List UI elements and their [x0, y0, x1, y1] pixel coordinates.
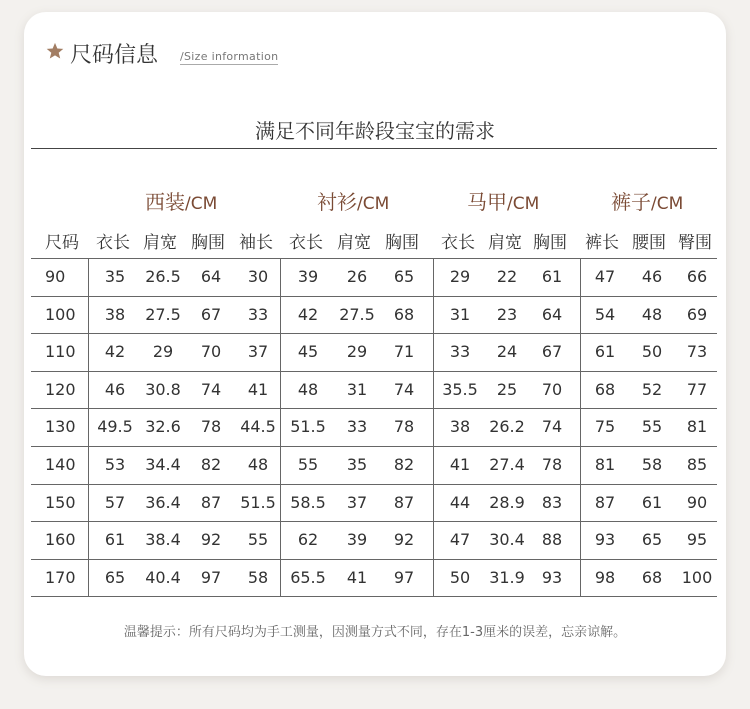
- measurement-cell: 74: [200, 380, 222, 399]
- measurement-cell: 92: [200, 530, 222, 549]
- measurement-cell: 70: [200, 342, 222, 361]
- measurement-cell: 65: [641, 530, 663, 549]
- group-unit: /CM: [185, 194, 218, 214]
- table-row: [31, 484, 717, 521]
- column-header: 裤长: [585, 233, 619, 253]
- measurement-cell: 42: [104, 342, 126, 361]
- group-header-vest: [467, 186, 539, 215]
- measurement-cell: 37: [247, 342, 269, 361]
- measurement-cell: 42: [297, 305, 319, 324]
- column-header: 腰围: [632, 233, 666, 253]
- measurement-cell: 55: [641, 417, 663, 436]
- measurement-cell: 74: [541, 417, 563, 436]
- measurement-cell: 81: [594, 455, 616, 474]
- group-header-pants: [611, 186, 683, 215]
- measurement-cell: 31.9: [489, 568, 525, 587]
- measurement-cell: 26.5: [145, 267, 181, 286]
- measurement-cell: 68: [594, 380, 616, 399]
- measurement-cell: 31: [449, 305, 471, 324]
- table-row: [31, 296, 717, 333]
- measurement-cell: 67: [541, 342, 563, 361]
- measurement-cell: 66: [686, 267, 708, 286]
- measurement-cell: 28.9: [489, 493, 525, 512]
- measurement-cell: 32.6: [145, 417, 181, 436]
- group-unit: /CM: [507, 194, 540, 214]
- measurement-cell: 90: [686, 493, 708, 512]
- group-name: 裤子: [611, 190, 651, 214]
- group-header-suit: [145, 186, 217, 215]
- measurement-cell: 41: [247, 380, 269, 399]
- measurement-cell: 33: [247, 305, 269, 324]
- size-cell: 150: [45, 493, 76, 512]
- measurement-cell: 41: [449, 455, 471, 474]
- measurement-cell: 65: [393, 267, 415, 286]
- measurement-cell: 30: [247, 267, 269, 286]
- measurement-cell: 100: [681, 568, 713, 587]
- measurement-cell: 73: [686, 342, 708, 361]
- group-name: 西装: [145, 190, 185, 214]
- measurement-cell: 35: [104, 267, 126, 286]
- measurement-cell: 83: [541, 493, 563, 512]
- table-row: [31, 408, 717, 445]
- column-header: 袖长: [239, 233, 273, 253]
- measurement-cell: 93: [541, 568, 563, 587]
- column-header: 肩宽: [143, 233, 177, 253]
- measurement-cell: 61: [104, 530, 126, 549]
- table-row: [31, 333, 717, 370]
- measurement-cell: 74: [393, 380, 415, 399]
- measurement-cell: 25: [496, 380, 518, 399]
- measurement-cell: 47: [449, 530, 471, 549]
- measurement-cell: 33: [449, 342, 471, 361]
- measurement-cell: 38.4: [145, 530, 181, 549]
- measurement-cell: 75: [594, 417, 616, 436]
- measurement-cell: 22: [496, 267, 518, 286]
- measurement-cell: 46: [104, 380, 126, 399]
- measurement-cell: 36.4: [145, 493, 181, 512]
- measurement-cell: 61: [594, 342, 616, 361]
- measurement-cell: 81: [686, 417, 708, 436]
- group-unit: /CM: [651, 194, 684, 214]
- measurement-cell: 85: [686, 455, 708, 474]
- measurement-cell: 87: [594, 493, 616, 512]
- measurement-cell: 93: [594, 530, 616, 549]
- column-header: 臀围: [678, 233, 712, 253]
- measurement-cell: 49.5: [97, 417, 133, 436]
- measurement-cell: 27.4: [489, 455, 525, 474]
- column-header: 衣长: [441, 233, 475, 253]
- measurement-cell: 50: [641, 342, 663, 361]
- measurement-cell: 41: [346, 568, 368, 587]
- column-header: 胸围: [533, 233, 567, 253]
- measurement-cell: 30.4: [489, 530, 525, 549]
- measurement-cell: 40.4: [145, 568, 181, 587]
- measurement-cell: 98: [594, 568, 616, 587]
- measurement-cell: 29: [346, 342, 368, 361]
- measurement-cell: 35: [346, 455, 368, 474]
- measurement-cell: 26: [346, 267, 368, 286]
- measurement-cell: 58.5: [290, 493, 326, 512]
- table-row: [31, 521, 717, 558]
- measurement-cell: 30.8: [145, 380, 181, 399]
- measurement-cell: 51.5: [290, 417, 326, 436]
- size-cell: 90: [45, 267, 66, 286]
- measurement-cell: 34.4: [145, 455, 181, 474]
- measurement-cell: 77: [686, 380, 708, 399]
- measurement-cell: 70: [541, 380, 563, 399]
- measurement-cell: 39: [346, 530, 368, 549]
- measurement-cell: 53: [104, 455, 126, 474]
- measurement-cell: 35.5: [442, 380, 478, 399]
- measurement-cell: 64: [541, 305, 563, 324]
- column-header: 衣长: [289, 233, 323, 253]
- measurement-cell: 78: [541, 455, 563, 474]
- size-cell: 170: [45, 568, 76, 587]
- measurement-cell: 68: [393, 305, 415, 324]
- column-header: 胸围: [191, 233, 225, 253]
- measurement-cell: 78: [393, 417, 415, 436]
- measurement-cell: 64: [200, 267, 222, 286]
- measurement-cell: 67: [200, 305, 222, 324]
- group-name: 马甲: [467, 190, 507, 214]
- measurement-cell: 87: [393, 493, 415, 512]
- measurement-cell: 33: [346, 417, 368, 436]
- column-header: 尺码: [45, 233, 79, 253]
- star-shape: [47, 43, 64, 59]
- group-header-shirt: [317, 186, 389, 215]
- table-row: [31, 258, 717, 295]
- row-divider: [31, 596, 717, 597]
- measurement-cell: 27.5: [145, 305, 181, 324]
- group-unit: /CM: [357, 194, 390, 214]
- measurement-cell: 47: [594, 267, 616, 286]
- measurement-cell: 61: [541, 267, 563, 286]
- column-header: 肩宽: [337, 233, 371, 253]
- measurement-note: 温馨提示：所有尺码均为手工测量，因测量方式不同，存在1-3厘米的误差，忘亲谅解。: [123, 625, 627, 640]
- measurement-cell: 45: [297, 342, 319, 361]
- measurement-cell: 97: [393, 568, 415, 587]
- measurement-cell: 44: [449, 493, 471, 512]
- size-cell: 160: [45, 530, 76, 549]
- size-cell: 120: [45, 380, 76, 399]
- measurement-cell: 24: [496, 342, 518, 361]
- measurement-cell: 58: [247, 568, 269, 587]
- measurement-cell: 95: [686, 530, 708, 549]
- measurement-cell: 37: [346, 493, 368, 512]
- page-subtitle: /Size information: [180, 50, 279, 63]
- table-row: [31, 446, 717, 483]
- measurement-cell: 69: [686, 305, 708, 324]
- column-header: 胸围: [385, 233, 419, 253]
- measurement-cell: 27.5: [339, 305, 375, 324]
- measurement-cell: 48: [641, 305, 663, 324]
- measurement-cell: 48: [247, 455, 269, 474]
- measurement-cell: 57: [104, 493, 126, 512]
- column-header: 衣长: [96, 233, 130, 253]
- measurement-cell: 38: [104, 305, 126, 324]
- tagline: 满足不同年龄段宝宝的需求: [255, 119, 495, 143]
- measurement-cell: 46: [641, 267, 663, 286]
- measurement-cell: 82: [393, 455, 415, 474]
- measurement-cell: 52: [641, 380, 663, 399]
- measurement-cell: 82: [200, 455, 222, 474]
- measurement-cell: 65.5: [290, 568, 326, 587]
- size-cell: 130: [45, 417, 76, 436]
- measurement-cell: 62: [297, 530, 319, 549]
- measurement-cell: 48: [297, 380, 319, 399]
- measurement-cell: 23: [496, 305, 518, 324]
- measurement-cell: 55: [297, 455, 319, 474]
- measurement-cell: 58: [641, 455, 663, 474]
- measurement-cell: 54: [594, 305, 616, 324]
- measurement-cell: 29: [449, 267, 471, 286]
- star-icon: [46, 42, 64, 60]
- measurement-cell: 31: [346, 380, 368, 399]
- group-name: 衬衫: [317, 190, 357, 214]
- measurement-cell: 92: [393, 530, 415, 549]
- measurement-cell: 51.5: [240, 493, 276, 512]
- size-table: [31, 258, 717, 597]
- measurement-cell: 97: [200, 568, 222, 587]
- measurement-cell: 61: [641, 493, 663, 512]
- measurement-cell: 88: [541, 530, 563, 549]
- size-cell: 140: [45, 455, 76, 474]
- measurement-cell: 87: [200, 493, 222, 512]
- table-row: [31, 559, 717, 596]
- measurement-cell: 65: [104, 568, 126, 587]
- tagline-divider: [31, 148, 717, 149]
- size-cell: 100: [45, 305, 76, 324]
- table-row: [31, 371, 717, 408]
- measurement-cell: 26.2: [489, 417, 525, 436]
- column-header: 肩宽: [488, 233, 522, 253]
- measurement-cell: 29: [152, 342, 174, 361]
- page-title: 尺码信息: [70, 43, 159, 68]
- measurement-cell: 78: [200, 417, 222, 436]
- measurement-cell: 50: [449, 568, 471, 587]
- measurement-cell: 71: [393, 342, 415, 361]
- measurement-cell: 68: [641, 568, 663, 587]
- measurement-cell: 38: [449, 417, 471, 436]
- measurement-cell: 55: [247, 530, 269, 549]
- measurement-cell: 39: [297, 267, 319, 286]
- measurement-cell: 44.5: [240, 417, 276, 436]
- size-cell: 110: [45, 342, 76, 361]
